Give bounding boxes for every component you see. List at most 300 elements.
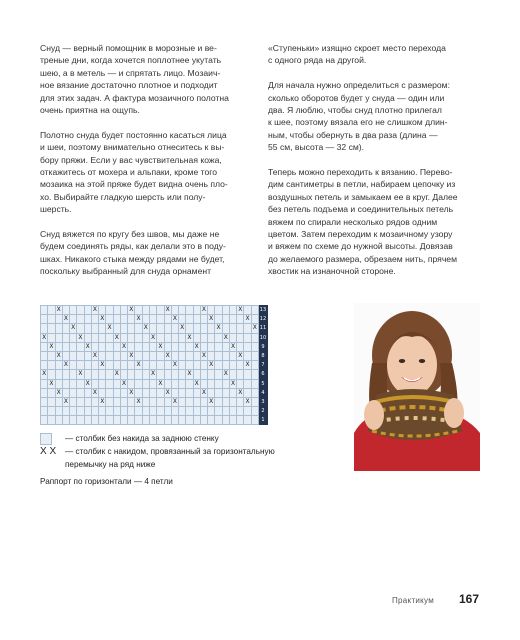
chart-cell: [48, 361, 55, 370]
chart-cell: [237, 370, 244, 379]
chart-cell: [229, 416, 236, 425]
chart-cell: [77, 388, 84, 397]
chart-cell: [229, 370, 236, 379]
chart-cell: X: [165, 388, 170, 396]
chart-cell: [41, 324, 48, 333]
chart-cell: [229, 397, 236, 406]
chart-cell: [142, 407, 149, 416]
chart-cell: [229, 324, 236, 333]
chart-cell: [251, 379, 258, 388]
chart-cell: X: [165, 306, 170, 314]
chart-cell: [48, 388, 55, 397]
chart-cell: [149, 315, 156, 324]
chart-cell: X: [78, 333, 83, 341]
chart-cell: [91, 370, 98, 379]
chart-cell: X: [56, 388, 61, 396]
chart-cell: [113, 416, 120, 425]
chart-cell: [149, 342, 156, 351]
chart-cell: [142, 397, 149, 406]
chart-cell: [70, 342, 77, 351]
chart-cell: [229, 333, 236, 342]
chart-cell: X: [49, 342, 54, 350]
chart-cell: [171, 388, 178, 397]
chart-cell: [215, 315, 222, 324]
chart-cell: [113, 407, 120, 416]
right-text-column: [268, 42, 484, 290]
chart-cell: X: [92, 352, 98, 360]
chart-cell: [77, 416, 84, 425]
chart-row: [41, 407, 268, 416]
chart-cell: [200, 315, 207, 324]
chart-cell: [222, 324, 229, 333]
chart-cell: [200, 379, 207, 388]
chart-cell: [149, 397, 156, 406]
chart-cell: [171, 333, 178, 342]
chart-cell: [70, 379, 77, 388]
blank-cell-swatch: [40, 433, 62, 444]
chart-cell: [149, 361, 156, 370]
chart-cell: [128, 407, 135, 416]
chart-cell: X: [194, 342, 199, 350]
chart-cell: [84, 315, 91, 324]
chart-cell: [120, 361, 127, 370]
legend-x-text: — столбик с накидом, провязанный за горизонтальную: [65, 447, 275, 456]
chart-cell: [84, 351, 91, 360]
chart-cell: X: [223, 333, 228, 341]
chart-cell: [244, 388, 251, 397]
chart-cell: [157, 407, 164, 416]
chart-row-number: 6: [258, 370, 267, 379]
chart-cell: [142, 351, 149, 360]
chart-cell: [106, 333, 113, 342]
chart-cell: [135, 333, 142, 342]
chart-cell: [179, 379, 186, 388]
chart-row: [41, 416, 268, 425]
chart-cell: [229, 388, 236, 397]
chart-cell: [113, 324, 120, 333]
chart-cell: [113, 397, 120, 406]
chart-cell: [244, 342, 251, 351]
chart-cell: [208, 351, 215, 360]
chart-cell: X: [42, 333, 47, 341]
chart-legend: [40, 432, 280, 488]
chart-cell: [55, 324, 62, 333]
chart-cell: [157, 306, 164, 315]
chart-cell: [215, 361, 222, 370]
chart-cell: [70, 333, 77, 342]
chart-cell: [48, 333, 55, 342]
chart-cell: [208, 416, 215, 425]
chart-cell: X: [63, 361, 68, 369]
chart-cell: [55, 379, 62, 388]
chart-cell: [70, 370, 77, 379]
chart-cell: [120, 351, 127, 360]
chart-cell: [222, 315, 229, 324]
x-symbol-swatch: X X: [40, 446, 57, 457]
chart-row-number: 4: [258, 388, 267, 397]
chart-row: [41, 388, 268, 397]
chart-cell: [142, 379, 149, 388]
chart-cell: [99, 388, 106, 397]
chart-cell: [62, 416, 69, 425]
chart-cell: [186, 361, 193, 370]
chart-cell: [120, 407, 127, 416]
chart-cell: [41, 388, 48, 397]
chart-cell: [128, 370, 135, 379]
chart-cell: [179, 333, 186, 342]
chart-cell: [135, 416, 142, 425]
chart-cell: [222, 388, 229, 397]
chart-cell: [135, 324, 142, 333]
chart-cell: [229, 361, 236, 370]
chart-cell: [135, 351, 142, 360]
chart-cell: [157, 416, 164, 425]
chart-cell: [135, 388, 142, 397]
chart-cell: X: [209, 397, 214, 405]
chart-cell: [84, 361, 91, 370]
chart-cell: [77, 342, 84, 351]
chart-cell: [244, 333, 251, 342]
chart-row: [41, 306, 268, 315]
chart-cell: [186, 315, 193, 324]
chart-cell: [179, 397, 186, 406]
chart-cell: [208, 333, 215, 342]
chart-cell: X: [187, 333, 192, 341]
chart-cell: [164, 370, 171, 379]
chart-cell: [91, 379, 98, 388]
chart-cell: [48, 324, 55, 333]
chart-cell: [149, 416, 156, 425]
chart-cell: [215, 388, 222, 397]
chart-cell: [77, 361, 84, 370]
chart-cell: X: [201, 388, 207, 396]
chart-cell: [251, 315, 258, 324]
chart-cell: [41, 306, 48, 315]
chart-cell: X: [245, 361, 250, 369]
chart-cell: [164, 324, 171, 333]
chart-cell: [251, 306, 258, 315]
chart-cell: [200, 370, 207, 379]
chart-cell: [77, 379, 84, 388]
chart-cell: [171, 324, 178, 333]
chart-cell: [120, 416, 127, 425]
chart-cell: [171, 342, 178, 351]
knitting-chart: [40, 305, 268, 425]
section-label: Практикум: [392, 596, 435, 605]
chart-cell: [237, 361, 244, 370]
chart-cell: [99, 351, 106, 360]
paragraph: Снуд вяжется по кругу без швов, мы даже не будем соединять ряды, как делали это в поду- шках. Никакого стыка между рядами не будет, поскольку выбранный для снуда орнамент: [40, 229, 226, 277]
chart-cell: [149, 351, 156, 360]
chart-cell: [244, 306, 251, 315]
chart-cell: [41, 342, 48, 351]
chart-cell: [55, 370, 62, 379]
chart-cell: X: [49, 379, 54, 387]
chart-cell: [237, 416, 244, 425]
chart-cell: X: [136, 397, 141, 405]
chart-cell: [48, 397, 55, 406]
chart-cell: [186, 416, 193, 425]
chart-cell: X: [100, 315, 105, 323]
chart-row-number: 11: [259, 325, 267, 332]
chart-cell: [77, 407, 84, 416]
chart-cell: [251, 370, 258, 379]
chart-cell: X: [158, 379, 163, 387]
chart-cell: [193, 370, 200, 379]
chart-cell: X: [42, 370, 47, 378]
chart-cell: X: [151, 370, 156, 378]
chart-row: [41, 370, 268, 379]
chart-cell: [186, 342, 193, 351]
chart-cell: [186, 306, 193, 315]
chart-cell: X: [92, 388, 98, 396]
chart-cell: [251, 342, 258, 351]
chart-row: [41, 397, 268, 406]
paragraph: Теперь можно переходить к вязанию. Перево- дим сантиметры в петли, набираем цепочку из воздушных петель и замыкаем ее в круг. Далее без петель подъема и соединительных петель вяжем по спирали несколько рядов одним цветом. Затем переходим к мозаичному узору и вяжем по схеме до нужной высоты. Довязав до желаемого размера, обрезаем нить, прячем хвостик на изнаночной стороне.: [268, 167, 458, 277]
chart-cell: [113, 379, 120, 388]
chart-cell: [200, 397, 207, 406]
chart-cell: [135, 342, 142, 351]
chart-cell: [62, 324, 69, 333]
chart-cell: [106, 315, 113, 324]
chart-cell: X: [143, 324, 148, 332]
chart-cell: [106, 407, 113, 416]
chart-cell: [91, 407, 98, 416]
chart-cell: [179, 407, 186, 416]
chart-cell: [62, 306, 69, 315]
chart-cell: [142, 370, 149, 379]
chart-cell: [193, 388, 200, 397]
chart-cell: X: [238, 306, 243, 314]
chart-cell: [215, 333, 222, 342]
chart-cell: [157, 315, 164, 324]
chart-cell: [120, 306, 127, 315]
chart-cell: [251, 351, 258, 360]
page-number: 167: [459, 592, 480, 606]
chart-cell: [237, 333, 244, 342]
chart-cell: [164, 315, 171, 324]
chart-cell: X: [78, 370, 83, 378]
chart-cell: [208, 379, 215, 388]
chart-cell: X: [165, 352, 170, 360]
chart-cell: [106, 397, 113, 406]
chart-cell: [164, 333, 171, 342]
paragraph: Для начала нужно определиться с размером: сколько оборотов будет у снуда — один или два. Я люблю, чтобы снуд плотно прилегал к шее, поэтому вязала его не слишком длин- ным, чтобы обернуть в два раза (длина — 55 см, высота — 32 см).: [268, 80, 450, 153]
chart-row-number: 3: [258, 397, 267, 406]
chart-cell: [222, 407, 229, 416]
chart-cell: X: [129, 306, 134, 314]
chart-cell: [251, 407, 258, 416]
chart-cell: [106, 342, 113, 351]
chart-row: [41, 342, 268, 351]
chart-cell: X: [56, 352, 61, 360]
chart-cell: [200, 342, 207, 351]
chart-cell: [77, 306, 84, 315]
chart-cell: [244, 416, 251, 425]
chart-cell: X: [158, 342, 163, 350]
chart-cell: X: [100, 361, 105, 369]
chart-row-number: 10: [259, 334, 267, 341]
chart-cell: [237, 324, 244, 333]
chart-cell: [77, 397, 84, 406]
chart-cell: X: [114, 370, 119, 378]
chart-cell: X: [114, 333, 119, 341]
left-text-column: [40, 42, 250, 290]
chart-row-number: 8: [258, 351, 267, 360]
chart-cell: [200, 416, 207, 425]
chart-cell: [142, 333, 149, 342]
chart-cell: [41, 315, 48, 324]
chart-cell: [41, 361, 48, 370]
chart-cell: [120, 333, 127, 342]
chart-cell: [113, 315, 120, 324]
chart-cell: X: [194, 379, 199, 387]
chart-cell: [70, 407, 77, 416]
chart-cell: X: [56, 306, 61, 314]
chart-cell: [164, 379, 171, 388]
chart-cell: [55, 361, 62, 370]
chart-cell: [120, 388, 127, 397]
chart-cell: [41, 379, 48, 388]
legend-x-text-continued: перемычку на ряд ниже: [65, 460, 156, 469]
chart-cell: [251, 397, 258, 406]
chart-cell: [215, 397, 222, 406]
chart-cell: [99, 416, 106, 425]
chart-cell: X: [201, 352, 207, 360]
paragraph: «Ступеньки» изящно скроет место перехода с одного ряда на другой.: [268, 43, 446, 66]
chart-row: [41, 351, 268, 360]
chart-cell: [84, 407, 91, 416]
chart-cell: [200, 324, 207, 333]
chart-cell: [193, 333, 200, 342]
chart-cell: [70, 416, 77, 425]
chart-cell: [62, 351, 69, 360]
chart-cell: [237, 379, 244, 388]
chart-cell: [41, 416, 48, 425]
chart-cell: [99, 342, 106, 351]
chart-cell: [186, 397, 193, 406]
chart-cell: X: [209, 361, 214, 369]
woman-wearing-snood-image: [354, 303, 480, 471]
chart-cell: [179, 361, 186, 370]
chart-cell: [229, 407, 236, 416]
chart-cell: [171, 379, 178, 388]
chart-cell: [179, 416, 186, 425]
chart-cell: [164, 361, 171, 370]
chart-cell: X: [136, 315, 141, 323]
chart-cell: [91, 342, 98, 351]
paragraph: Полотно снуда будет постоянно касаться лица и шеи, поэтому внимательно отнеситесь к вы- бору пряжи. Если у вас чувствительная кожа, откажитесь от мохера и альпаки, кроме того мозаика на этой пряже будет видна очень пло- хо. Выбирайте гладкую шерсть или полу- шерсть.: [40, 129, 228, 215]
chart-cell: X: [238, 352, 243, 360]
chart-cell: [171, 351, 178, 360]
chart-cell: [208, 388, 215, 397]
chart-cell: [70, 388, 77, 397]
chart-cell: [128, 379, 135, 388]
chart-cell: [215, 407, 222, 416]
chart-cell: [48, 416, 55, 425]
chart-cell: [128, 324, 135, 333]
chart-cell: X: [223, 370, 228, 378]
chart-cell: [142, 306, 149, 315]
chart-cell: [149, 388, 156, 397]
chart-cell: [62, 370, 69, 379]
chart-cell: [193, 407, 200, 416]
chart-cell: [244, 370, 251, 379]
chart-cell: [149, 407, 156, 416]
chart-cell: [135, 370, 142, 379]
chart-cell: [193, 351, 200, 360]
chart-cell: [193, 397, 200, 406]
chart-row-number: 12: [259, 316, 267, 323]
chart-cell: [157, 324, 164, 333]
chart-cell: [229, 351, 236, 360]
chart-cell: X: [63, 397, 68, 405]
chart-cell: [91, 397, 98, 406]
chart-cell: [84, 324, 91, 333]
chart-cell: [186, 351, 193, 360]
chart-cell: [142, 315, 149, 324]
chart-cell: [99, 306, 106, 315]
chart-cell: [99, 407, 106, 416]
chart-cell: X: [71, 324, 76, 332]
chart-cell: [157, 351, 164, 360]
chart-cell: [193, 306, 200, 315]
chart-row-number: 13: [259, 307, 267, 314]
chart-cell: [142, 388, 149, 397]
chart-cell: [179, 342, 186, 351]
chart-cell: [41, 351, 48, 360]
chart-cell: X: [180, 324, 185, 332]
chart-cell: [62, 379, 69, 388]
chart-cell: [48, 315, 55, 324]
chart-cell: [62, 388, 69, 397]
chart-cell: [106, 416, 113, 425]
chart-cell: [164, 416, 171, 425]
chart-cell: [251, 416, 258, 425]
chart-cell: [222, 361, 229, 370]
chart-cell: X: [252, 324, 257, 332]
snood-photo: [354, 303, 480, 471]
chart-cell: [229, 315, 236, 324]
chart-cell: [99, 379, 106, 388]
chart-cell: [215, 351, 222, 360]
chart-cell: [157, 361, 164, 370]
chart-cell: [222, 306, 229, 315]
chart-cell: X: [107, 324, 112, 332]
chart-cell: [142, 416, 149, 425]
chart-cell: [157, 370, 164, 379]
chart-row: [41, 333, 268, 342]
chart-cell: X: [230, 379, 236, 387]
chart-cell: [113, 342, 120, 351]
chart-cell: [120, 315, 127, 324]
chart-cell: [208, 306, 215, 315]
chart-cell: [128, 333, 135, 342]
chart-cell: [193, 315, 200, 324]
chart-cell: [62, 342, 69, 351]
chart-cell: [251, 361, 258, 370]
chart-cell: X: [187, 370, 192, 378]
chart-cell: [229, 306, 236, 315]
chart-cell: X: [85, 342, 90, 350]
legend-x-row: [40, 445, 280, 458]
legend-blank-row: [40, 432, 280, 445]
chart-cell: [135, 407, 142, 416]
chart-cell: [200, 333, 207, 342]
chart-cell: [84, 370, 91, 379]
chart-row: [41, 315, 268, 324]
chart-cell: [91, 361, 98, 370]
